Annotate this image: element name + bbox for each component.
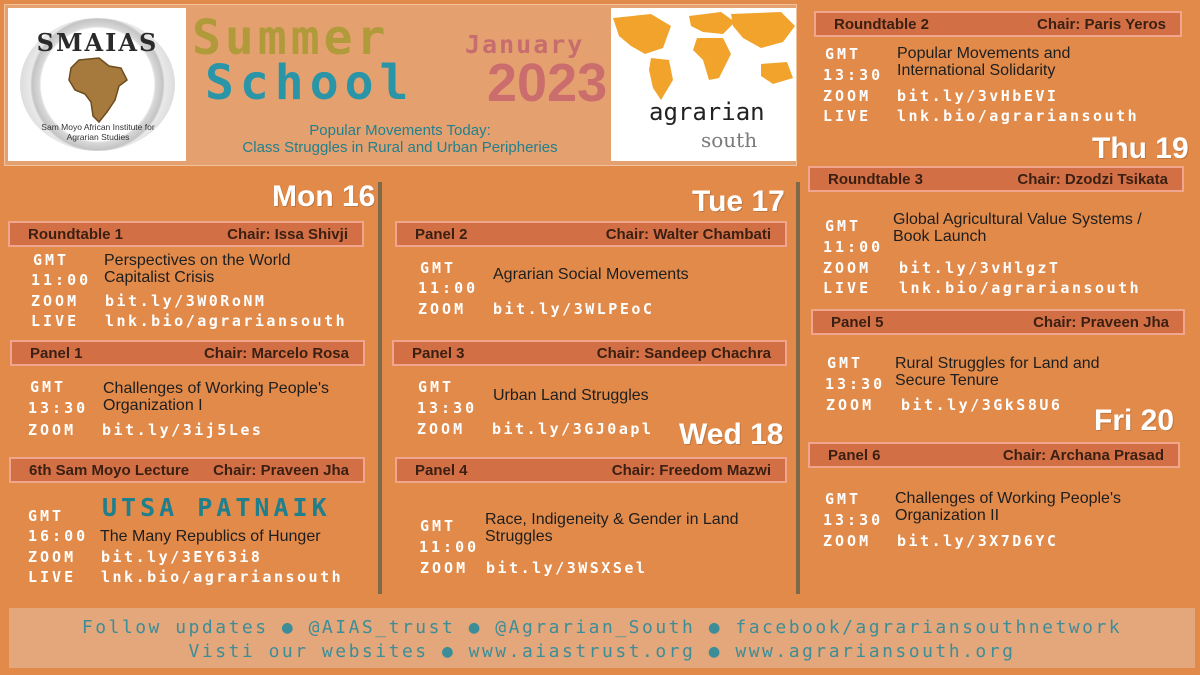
- gmt-label: GMT: [825, 45, 862, 63]
- zoom-link[interactable]: bit.ly/3X7D6YC: [897, 532, 1059, 550]
- session-title: [485, 511, 739, 545]
- live-link[interactable]: lnk.bio/agrariansouth: [897, 107, 1140, 125]
- title-line: Struggles: [485, 528, 553, 545]
- session-chair: Chair: Archana Prasad: [1002, 446, 1164, 464]
- session-time: 11:00: [419, 538, 480, 556]
- logo-institute-name: Sam Moyo African Institute for Agrarian Studies: [41, 122, 155, 142]
- session-time: 16:00: [28, 527, 89, 545]
- session-chair: Chair: Walter Chambati: [605, 225, 771, 243]
- session-name: Roundtable 1: [28, 225, 124, 243]
- session-time: 13:30: [825, 375, 886, 393]
- session-time: 11:00: [418, 279, 479, 297]
- smaias-seal: [20, 18, 175, 151]
- zoom-label: ZOOM: [823, 87, 872, 105]
- zoom-label: ZOOM: [28, 421, 77, 439]
- zoom-label: ZOOM: [826, 396, 875, 414]
- title-line: Global Agricultural Value Systems /: [893, 211, 1142, 228]
- title-line: Race, Indigeneity & Gender in Land: [485, 511, 739, 528]
- live-link[interactable]: lnk.bio/agrariansouth: [899, 279, 1142, 297]
- column-divider: [378, 182, 382, 594]
- session-title: [893, 211, 1142, 245]
- title-line: Popular Movements and: [897, 45, 1071, 62]
- live-label: LIVE: [28, 568, 77, 586]
- session-name: 6th Sam Moyo Lecture: [29, 461, 190, 479]
- subtitle-line-2: Class Struggles in Rural and Urban Peripheries: [242, 139, 558, 156]
- footer-follow-line[interactable]: Follow updates ● @AIAS_trust ● @Agrarian_South ● facebook/agrariansouthnetwork: [81, 617, 1123, 638]
- title-line: Secure Tenure: [895, 372, 999, 389]
- zoom-link[interactable]: bit.ly/3WSXSel: [486, 559, 648, 577]
- day-thu: Thu 19: [1092, 132, 1189, 165]
- session-time: 11:00: [823, 238, 884, 256]
- gmt-label: GMT: [30, 378, 67, 396]
- zoom-link[interactable]: bit.ly/3WLPEoC: [493, 300, 655, 318]
- day-mon: Mon 16: [272, 180, 376, 213]
- zoom-link[interactable]: bit.ly/3EY63i8: [101, 548, 263, 566]
- title-line: International Solidarity: [897, 62, 1056, 79]
- title-line: Organization II: [895, 507, 1000, 524]
- session-title: Urban Land Struggles: [493, 387, 649, 404]
- footer: [9, 608, 1195, 668]
- world-map-icon: [611, 8, 796, 103]
- logo-acronym: SMAIAS: [36, 28, 159, 57]
- partner-name: agrarian: [649, 98, 765, 126]
- zoom-label: ZOOM: [823, 259, 872, 277]
- session-bar-panel-1: [10, 340, 365, 366]
- month-label: January: [465, 30, 585, 59]
- session-bar-panel-5: [811, 309, 1185, 335]
- title-line: Capitalist Crisis: [104, 269, 215, 286]
- title-line: Challenges of Working People's: [103, 380, 329, 397]
- gmt-label: GMT: [28, 507, 65, 525]
- session-time: 13:30: [417, 399, 478, 417]
- session-bar-roundtable-1: [8, 221, 364, 247]
- title-line: Challenges of Working People's: [895, 490, 1121, 507]
- zoom-label: ZOOM: [28, 548, 77, 566]
- live-link[interactable]: lnk.bio/agrariansouth: [101, 568, 344, 586]
- partner-sub: south: [701, 128, 758, 152]
- day-wed: Wed 18: [679, 418, 784, 451]
- live-link[interactable]: lnk.bio/agrariansouth: [105, 312, 348, 330]
- session-bar-panel-4: [395, 457, 787, 483]
- year-label: 2023: [487, 53, 608, 113]
- zoom-link[interactable]: bit.ly/3GJ0apl: [492, 420, 654, 438]
- summer-title: Summer: [192, 10, 390, 66]
- zoom-label: ZOOM: [31, 292, 80, 310]
- session-time: 13:30: [823, 511, 884, 529]
- session-bar-roundtable-2: [814, 11, 1182, 37]
- session-time: 11:00: [31, 271, 92, 289]
- zoom-link[interactable]: bit.ly/3vHbEVI: [897, 87, 1059, 105]
- session-chair: Chair: Praveen Jha: [1033, 313, 1169, 331]
- session-name: Panel 4: [415, 461, 468, 479]
- live-label: LIVE: [823, 107, 872, 125]
- session-name: Panel 2: [415, 225, 468, 243]
- gmt-label: GMT: [827, 354, 864, 372]
- session-title: [895, 490, 1121, 524]
- agrarian-south-logo: [611, 8, 796, 161]
- gmt-label: GMT: [420, 259, 457, 277]
- session-title: [104, 252, 290, 286]
- session-name: Panel 5: [831, 313, 884, 331]
- session-bar-sam-moyo-lecture: [9, 457, 365, 483]
- session-time: 13:30: [28, 399, 89, 417]
- zoom-label: ZOOM: [418, 300, 467, 318]
- session-name: Panel 6: [828, 446, 881, 464]
- zoom-link[interactable]: bit.ly/3ij5Les: [102, 421, 264, 439]
- session-chair: Chair: Sandeep Chachra: [596, 344, 771, 362]
- session-bar-panel-3: [392, 340, 787, 366]
- zoom-link[interactable]: bit.ly/3GkS8U6: [901, 396, 1063, 414]
- session-bar-roundtable-3: [808, 166, 1184, 192]
- session-name: Panel 1: [30, 344, 83, 362]
- zoom-label: ZOOM: [420, 559, 469, 577]
- title-line: Book Launch: [893, 228, 987, 245]
- event-subtitle: [190, 122, 610, 156]
- live-label: LIVE: [31, 312, 80, 330]
- session-title: [895, 355, 1100, 389]
- session-title: [103, 380, 329, 414]
- zoom-label: ZOOM: [823, 532, 872, 550]
- session-title: The Many Republics of Hunger: [100, 528, 321, 545]
- session-title: [897, 45, 1070, 79]
- day-tue: Tue 17: [692, 185, 785, 218]
- session-chair: Chair: Freedom Mazwi: [611, 461, 771, 479]
- title-line: Organization I: [103, 397, 203, 414]
- live-label: LIVE: [823, 279, 872, 297]
- zoom-link[interactable]: bit.ly/3vHlgzT: [899, 259, 1061, 277]
- gmt-label: GMT: [33, 251, 70, 269]
- gmt-label: GMT: [418, 378, 455, 396]
- session-chair: Chair: Marcelo Rosa: [203, 344, 349, 362]
- school-title: School: [205, 55, 415, 111]
- session-name: Roundtable 2: [834, 15, 930, 33]
- session-bar-panel-2: [395, 221, 787, 247]
- gmt-label: GMT: [420, 517, 457, 535]
- keynote-speaker: UTSA PATNAIK: [102, 493, 331, 522]
- zoom-label: ZOOM: [417, 420, 466, 438]
- day-fri: Fri 20: [1094, 404, 1175, 437]
- gmt-label: GMT: [825, 490, 862, 508]
- session-name: Roundtable 3: [828, 170, 924, 188]
- title-line: Perspectives on the World: [104, 252, 291, 269]
- gmt-label: GMT: [825, 217, 862, 235]
- session-name: Panel 3: [412, 344, 465, 362]
- title-line: Rural Struggles for Land and: [895, 355, 1100, 372]
- smaias-logo: [8, 8, 186, 161]
- session-chair: Chair: Paris Yeros: [1037, 15, 1166, 33]
- column-divider: [796, 182, 800, 594]
- session-time: 13:30: [823, 66, 884, 84]
- session-bar-panel-6: [808, 442, 1180, 468]
- session-chair: Chair: Praveen Jha: [213, 461, 349, 479]
- session-chair: Chair: Dzodzi Tsikata: [1017, 170, 1168, 188]
- subtitle-line-1: Popular Movements Today:: [309, 122, 491, 139]
- session-chair: Chair: Issa Shivji: [227, 225, 348, 243]
- footer-websites-line[interactable]: Visti our websites ● www.aiastrust.org ● www.agrariansouth.org: [188, 641, 1016, 662]
- zoom-link[interactable]: bit.ly/3W0RoNM: [105, 292, 267, 310]
- session-title: Agrarian Social Movements: [493, 266, 689, 283]
- africa-map-icon: [65, 56, 131, 126]
